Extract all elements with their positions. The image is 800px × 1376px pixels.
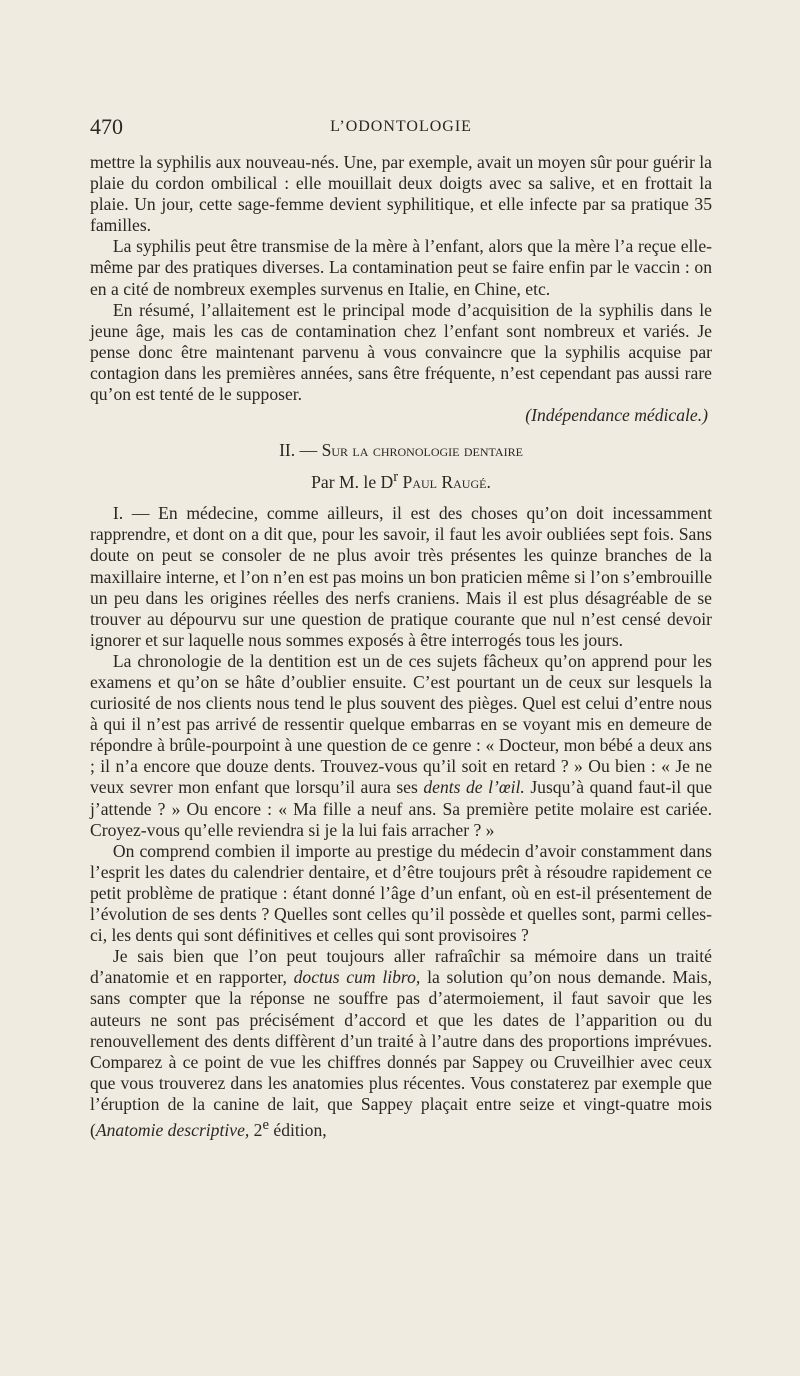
section-title: Sur la chronologie dentaire [321, 440, 523, 461]
paragraph-text: 2 [249, 1119, 263, 1140]
page-number: 470 [90, 114, 123, 139]
paragraph [90, 503, 712, 651]
paragraph-text: édition, [269, 1119, 327, 1140]
paragraph: mettre la syphilis aux nouveau-nés. Une, par exemple, avait un moyen sûr pour guérir la plaie du cordon ombilical : elle mouillait deux doigts avec sa salive, et en frottait la plaie. Un jour, cette sage-femme devient syphilitique, et elle infecte par sa pratique 35 familles. [90, 152, 712, 236]
italic-phrase: doctus cum libro, [293, 967, 421, 988]
byline [90, 467, 712, 493]
page-header [90, 114, 712, 144]
italic-phrase: Anatomie descriptive, [95, 1119, 250, 1140]
paragraph [90, 651, 712, 841]
italic-phrase: dents de l’œil. [423, 777, 525, 798]
running-title: L’ODONTOLOGIE [330, 118, 472, 135]
paragraph-text: La chronologie de la dentition est un de ces sujets fâcheux qu’on apprend pour les examens et qu’on se hâte d’oublier ensuite. C’est pourtant un de ceux sur lesquels la curiosité de nos clients nous tend le plus souvent des pièges. Quel est celui d’entre nous à qui il n’est pas arrivé de ressentir quelque embarras en se voyant mis en demeure de répondre à brûle-pourpoint à une question de ce genre : « Docteur, mon bébé a deux ans ; il n’a encore que douze dents. Trouvez-vous qu’il soit en retard ? » Ou bien : « Je ne veux sevrer mon enfant que lorsqu’il aura ses [90, 650, 712, 798]
paragraph [90, 946, 712, 1141]
page-body [90, 152, 712, 1141]
byline-sup: r [393, 469, 399, 486]
source-citation: (Indépendance médicale.) [525, 405, 708, 426]
paragraph-lead: I. — [112, 503, 150, 524]
paragraph-text: Jusqu’à quand faut-il que j’attende ? » Ou encore : « Ma fille a neuf ans. Sa première petite molaire est cariée. Croyez-vous qu’elle reviendra si je la lui fais arracher ? » [90, 777, 713, 840]
paragraph-text: la solution qu’on nous demande. Mais, sans compter que la réponse ne souffre pas d’atermoiement, il faut savoir que les auteurs ne sont pas précisément d’accord et que les dates de l’apparition ou du renouvellement des dents diffèrent d’un traité à l’autre dans des proportions imprévues. Comparez à ce point de vue les chiffres donnés par Sappey ou Cruveilhier avec ceux que vous trouverez dans les anatomies plus récentes. Vous constaterez par exemple que l’éruption de la canine de lait, que Sappey plaçait entre seize et vingt-quatre mois ( [90, 967, 712, 1140]
paragraph: En résumé, l’allaitement est le principal mode d’acquisition de la syphilis dans le jeune âge, mais les cas de contamination chez l’enfant sont nombreux et variés. Je pense donc être maintenant parvenu à vous convaincre que la syphilis acquise par contagion dans les premières années, sans être fréquente, n’est cependant pas aussi rare qu’on est tenté de le supposer. [90, 299, 712, 405]
section-heading [90, 440, 712, 461]
byline-prefix: Par M. le D [311, 472, 394, 493]
author-name: Paul Raugé. [402, 472, 491, 493]
paragraph: La syphilis peut être transmise de la mère à l’enfant, alors que la mère l’a reçue elle-même par des pratiques diverses. La contamination peut se faire enfin par le vaccin : on en a cité de nombreux exemples survenus en Italie, en Chine, etc. [90, 236, 712, 299]
section-number: II. — [279, 440, 318, 461]
paragraph-text: Je sais bien que l’on peut toujours aller rafraîchir sa mémoire dans un traité d’anatomie et en rapporter, [90, 946, 712, 988]
paragraph-text: En médecine, comme ailleurs, il est des choses qu’on doit incessamment rapprendre, et dont on a dit que, pour les savoir, il faut les avoir oubliées sept fois. Sans doute on peut se consoler de ne plus avoir très présentes les quinze branches de la maxillaire interne, et l’on n’en est pas moins un bon praticien même si l’on s’embrouille un peu dans les origines réelles des nerfs craniens. Mais il est plus désagréable de se trouver au dépourvu sur une question de pratique courante que nul n’est censé devoir ignorer et sur laquelle nous sommes exposés à être interrogés tous les jours. [90, 503, 713, 650]
paragraph: On comprend combien il importe au prestige du médecin d’avoir constamment dans l’esprit les dates du calendrier dentaire, et d’être toujours prêt à résoudre rapidement ce petit problème de pratique : étant donné l’âge d’un enfant, où en est-il présentement de l’évolution de ses dents ? Quelles sont celles qu’il possède et quelles sont, parmi celles-ci, les dents qui sont définitives et celles qui sont provisoires ? [90, 840, 712, 946]
superscript: e [262, 1116, 269, 1133]
